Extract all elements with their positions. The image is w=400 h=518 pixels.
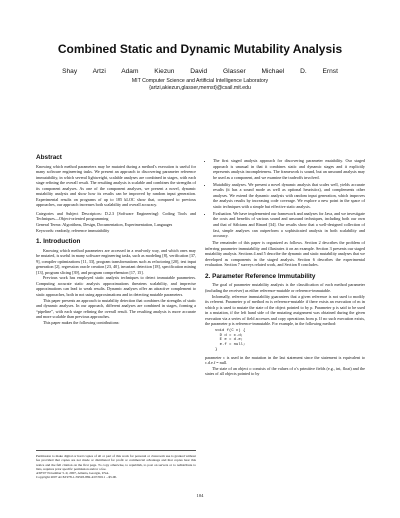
paper-title: Combined Static and Dynamic Mutability Analysis	[57, 42, 343, 56]
right-column	[205, 158, 365, 377]
section2-heading: 2. Parameter Reference Immutability	[205, 272, 316, 280]
intro-paragraph-1: Knowing which method parameters are accessed in a read-only way, and which ones may be mutated, is useful in many software engineering tasks, such as modeling [8], verification [37, 9], compiler optimizations [11, 33], program transformations such as refactoring [20], test input generation [2], regression oracle creation [23, 40], invariant detection [18], specification mining [13], program slicing [39], and program comprehension [17, 15].	[36, 247, 196, 275]
venue: ASE'07 November 5–9, 2007, Atlanta, Georgia, USA.	[36, 471, 110, 476]
affiliation: MIT Computer Science and Artificial Intelligence Laboratory	[131, 78, 269, 84]
section2-paragraph-4: The state of an object o consists of the values of o's primitive fields (e.g., int, float) and the states of all objects pointed to by	[205, 365, 365, 377]
intro-paragraph-3: This paper presents an approach to mutability detection that combines the strengths of static and dynamic analyses. In our approach, different analyses are combined in stages, forming a “pipeline”, with each stage refining the overall result. The resulting analysis is more accurate and more scalable than previous approaches.	[36, 297, 196, 320]
intro-heading: 1. Introduction	[36, 238, 81, 246]
abstract-heading: Abstract	[36, 154, 62, 161]
page-number: 104	[196, 493, 204, 498]
list-item: • Mutability analyses. We present a novel dynamic analysis that scales well, yields accurate results (it has a sound mode as well as optional heuristics), and complements other analyses. We extend the dynamic analysis with random input generation, which improves the analysis results by increasing code coverage. We explore a new point in the space of static techniques with a simple but effective static analysis.	[213, 182, 365, 210]
list-item: • The first staged analysis approach for discovering parameter mutability. Our staged approach is unusual in that it combines static and dynamic stages and it explicitly represents analysis incompleteness. The framework is sound, but an unsound analysis may be used as a component, and we examine the tradeoffs involved.	[213, 158, 365, 180]
keywords: Keywords: readonly, reference immutability	[36, 227, 110, 233]
categories: Categories and Subject Descriptors: D.2.3 [Software Engineering]: Coding Tools and Techniques—Object-oriented programming	[36, 210, 196, 222]
section2-paragraph-1: The goal of parameter mutability analysis is the classification of each method parameter (including the receiver) as either reference-mutable or reference-immutable.	[205, 282, 365, 293]
copyright-line: Copyright 2007 ACM 978-1-59593-882-4/07/0011 ...$5.00.	[36, 475, 117, 480]
code-listing: void f(C c) { D d = c.d; E e = d.e; e.f = null; }	[215, 328, 246, 352]
affiliation-block	[0, 78, 400, 91]
section2-paragraph-2: Informally, reference immutability guarantees that a given reference is not used to modify its referent. Parameter p of method m is reference-mutable if there exists an execution of m in which p is used to mutate the state of the object pointed to by p. Parameter p is said to be used in a mutation, if the left hand side of the mutating assignment was obtained during the given execution via a series of field accesses and copy operations from p. If no such execution exists, the parameter p is reference-immutable. For example, in the following method:	[205, 293, 365, 327]
section2-paragraph-3: parameter c is used in the mutation in the last statement since the statement is equivalent to c.d.e.f = null.	[205, 354, 365, 366]
intro-paragraph-2: Previous work has employed static analysis techniques to detect immutable parameters. Computing accurate static analysis approximations threatens scalability, and imprecise approximations can lead to weak results. Dynamic analyses offer an attractive complement to static approaches, both in not using approximations and in detecting mutable parameters.	[36, 275, 196, 298]
author-emails: {artzi,akiezun,glasser,mernst}@csail.mit.edu	[149, 84, 251, 91]
contributions-list	[205, 158, 365, 239]
remainder-paragraph: The remainder of this paper is organized as follows. Section 2 describes the problem of inferring parameter immutability and illustrates it on an example. Section 3 presents our staged mutability analysis. Sections 4 and 5 describe the dynamic and static mutability analyses that we developed as components in the staged analysis. Section 6 describes the experimental evaluation. Section 7 surveys related work, and Section 8 concludes.	[205, 240, 365, 268]
left-column	[36, 155, 196, 325]
copyright-footnote	[36, 450, 196, 480]
list-item: • Evaluation. We have implemented our framework and analyses for Java, and we investigate the costs and benefits of various sound and unsound techniques, including both our own and that of Sălcianu and Rinard [34]. Our results show that a well-designed collection of fast, simple analyses can outperform a sophisticated analysis in both scalability and accuracy.	[213, 211, 365, 239]
permission-notice: Permission to make digital or hard copies of all or part of this work for personal or classroom use is granted without fee provided that copies are not made or distributed for profit or commercial advantage and that copies bear this notice and the full citation on the first page. To copy otherwise, to republish, to post on servers or to redistribute to lists, requires prior specific permission and/or a fee.	[36, 454, 196, 471]
author-list: Shay Artzi Adam Kiezun David Glasser Michael D. Ernst	[62, 68, 338, 75]
general-terms: General Terms: Algorithms, Design, Documentation, Experimentation, Languages	[36, 222, 173, 228]
intro-paragraph-4: This paper makes the following contributions:	[43, 319, 120, 325]
abstract-text: Knowing which method parameters may be mutated during a method's execution is useful for many software engineering tasks. We present an approach to discovering parameter reference immutability, in which several lightweight, scalable analyses are combined in stages, with each stage refining the overall result. The resulting analysis is scalable and combines the strengths of its component analyses. As one of the component analyses, we present a novel, dynamic mutability analysis and show how its results can be improved by random input generation. Experimental results on programs of up to 185 kLOC show that, compared to previous approaches, our approach increases both scalability and overall accuracy.	[36, 163, 196, 208]
